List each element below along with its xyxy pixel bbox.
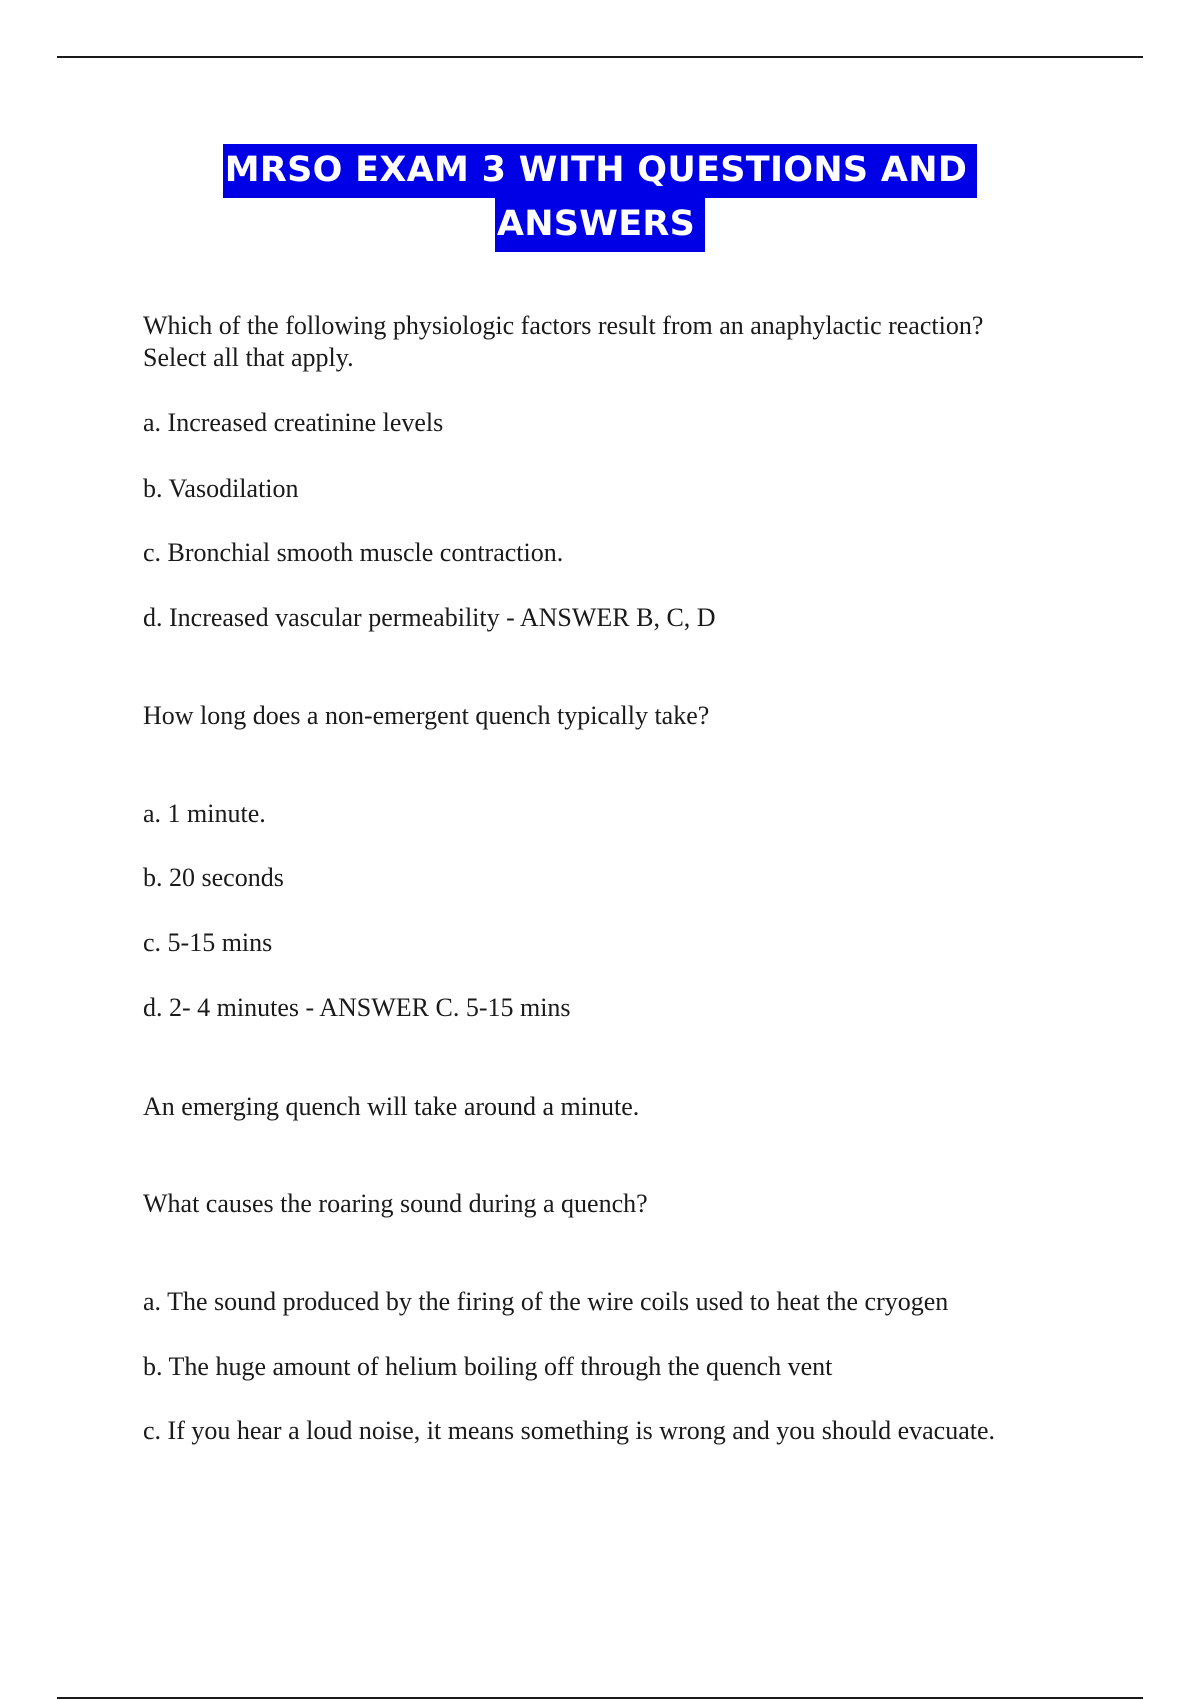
- question-1-option-b: b. Vasodilation: [143, 474, 299, 503]
- title-line-1: MRSO EXAM 3 WITH QUESTIONS AND: [223, 144, 978, 198]
- question-1-option-c: c. Bronchial smooth muscle contraction.: [143, 538, 564, 567]
- question-1-text-line-1: Which of the following physiologic factors result from an anaphylactic reaction?: [143, 311, 984, 340]
- question-2-option-c: c. 5-15 mins: [143, 928, 273, 957]
- question-2-option-d-answer: d. 2- 4 minutes - ANSWER C. 5-15 mins: [143, 993, 571, 1022]
- question-2-note: An emerging quench will take around a minute.: [143, 1092, 640, 1121]
- footer-rule: [57, 1697, 1143, 1699]
- question-3-option-a: a. The sound produced by the firing of the wire coils used to heat the cryogen: [143, 1287, 949, 1316]
- question-2-option-b: b. 20 seconds: [143, 863, 284, 892]
- question-3-text: What causes the roaring sound during a quench?: [143, 1189, 648, 1218]
- header-rule: [57, 56, 1143, 58]
- question-1-option-a: a. Increased creatinine levels: [143, 408, 444, 437]
- title-line-2: ANSWERS: [495, 198, 705, 252]
- question-2-option-a: a. 1 minute.: [143, 799, 266, 828]
- question-1-option-d-answer: d. Increased vascular permeability - ANSWER B, C, D: [143, 603, 716, 632]
- question-3-option-b: b. The huge amount of helium boiling off through the quench vent: [143, 1352, 833, 1381]
- question-1-text-line-2: Select all that apply.: [143, 343, 354, 372]
- question-2-text: How long does a non-emergent quench typically take?: [143, 701, 710, 730]
- document-title: [0, 144, 1200, 252]
- question-3-option-c: c. If you hear a loud noise, it means something is wrong and you should evacuate.: [143, 1416, 996, 1445]
